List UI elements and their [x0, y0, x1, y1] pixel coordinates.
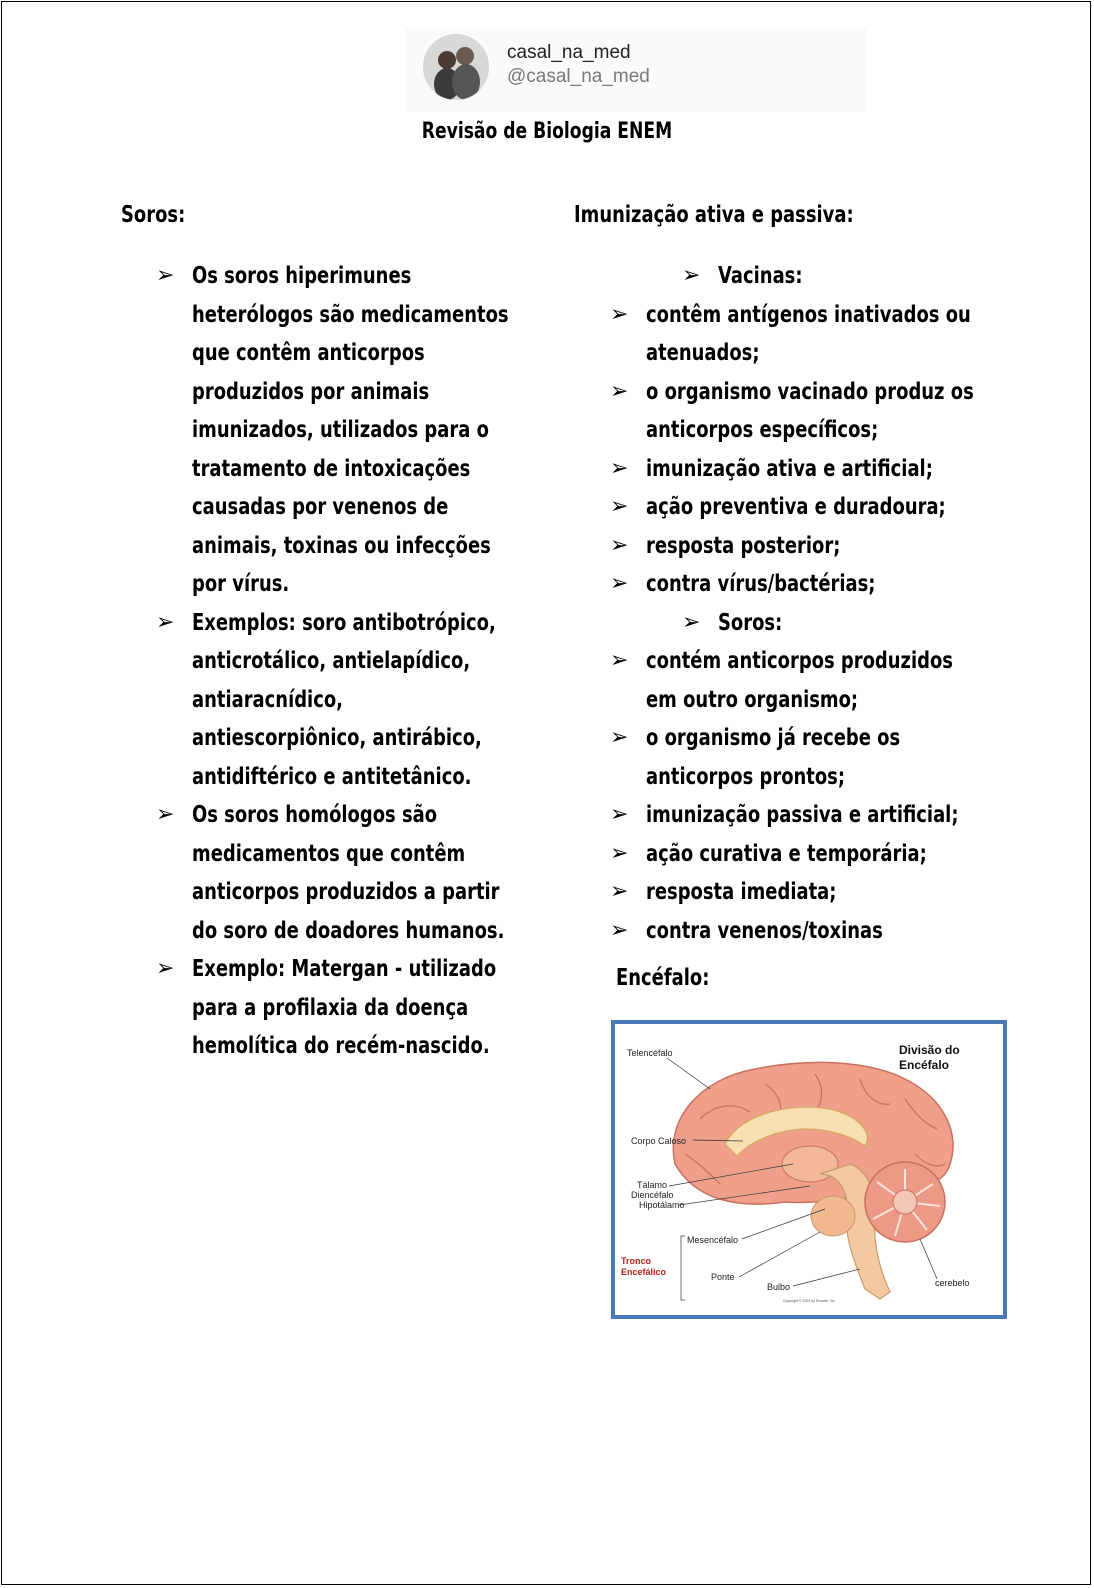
profile-handle: @casal_na_med	[507, 66, 650, 87]
arrow-bullet-icon: ➢	[610, 879, 629, 904]
arrow-bullet-icon: ➢	[156, 263, 175, 288]
thalamus-shape	[782, 1146, 838, 1182]
label-diencefalo: Diencéfalo	[631, 1190, 674, 1200]
profile-card[interactable]	[405, 28, 867, 112]
diagram-title-line2: Encéfalo	[899, 1058, 950, 1072]
label-encefalico: Encefálico	[621, 1267, 667, 1277]
brain-diagram	[611, 1020, 1007, 1319]
arrow-bullet-icon: ➢	[682, 609, 701, 635]
profile-name: casal_na_med	[507, 42, 631, 63]
soros-subheading: ➢ Soros:	[646, 604, 976, 643]
list-item: ➢ Os soros hiperimunes heterólogos são medicamentos que contêm anticorpos produzidos por animais imunizados, utilizados para o tratamento de intoxicações causadas por venenos de animais, toxinas ou infecções por vírus.	[192, 257, 522, 604]
page-title: Revisão de Biologia ENEM	[421, 119, 673, 144]
avatar[interactable]	[423, 34, 489, 100]
label-cerebelo: cerebelo	[935, 1278, 970, 1288]
list-item: ➢ Exemplos: soro antibotrópico, anticrotálico, antielapídico, antiaracnídico, antiescorpiônico, antirábico, antidiftérico e antitetânico.	[192, 604, 522, 797]
label-hipotalamo: Hipotálamo	[639, 1200, 685, 1210]
arrow-bullet-icon: ➢	[610, 532, 629, 558]
arrow-bullet-icon: ➢	[156, 802, 175, 827]
list-item: ➢ contêm antígenos inativados ou atenuados;	[646, 296, 976, 373]
arrow-bullet-icon: ➢	[610, 648, 629, 673]
list-item: ➢ imunização passiva e artificial;	[646, 796, 976, 835]
arrow-bullet-icon: ➢	[156, 609, 175, 635]
copyright-text: Copyright © 2003 by Elsevier, Inc.	[783, 1299, 836, 1303]
arrow-bullet-icon: ➢	[610, 494, 629, 519]
list-item: ➢ o organismo já recebe os anticorpos prontos;	[646, 719, 976, 796]
label-bulbo: Bulbo	[767, 1282, 791, 1292]
arrow-bullet-icon: ➢	[610, 725, 629, 750]
list-item: ➢ Os soros homólogos são medicamentos que contêm anticorpos produzidos a partir do soro de doadores humanos.	[192, 796, 522, 950]
list-item: ➢ contra venenos/toxinas	[646, 912, 976, 951]
list-item: ➢ resposta imediata;	[646, 873, 976, 912]
label-tronco: Tronco	[621, 1256, 652, 1266]
list-item: ➢ o organismo vacinado produz os anticorpos específicos;	[646, 373, 976, 450]
list-item: ➢ imunização ativa e artificial;	[646, 450, 976, 489]
list-item: ➢ ação curativa e temporária;	[646, 835, 976, 874]
arrow-bullet-icon: ➢	[682, 263, 701, 288]
list-item: ➢ ação preventiva e duradoura;	[646, 488, 976, 527]
soros-list	[156, 257, 522, 1066]
arrow-bullet-icon: ➢	[610, 840, 629, 866]
list-item: ➢ contém anticorpos produzidos em outro organismo;	[646, 642, 976, 719]
label-mesencefalo: Mesencéfalo	[687, 1235, 739, 1245]
imunizacao-list	[610, 257, 976, 950]
label-talamo: Tálamo	[637, 1180, 668, 1190]
list-item: ➢ Exemplo: Matergan - utilizado para a profilaxia da doença hemolítica do recém-nascido.	[192, 950, 522, 1066]
arrow-bullet-icon: ➢	[156, 956, 175, 981]
imunizacao-heading: Imunização ativa e passiva:	[574, 202, 854, 228]
encefalo-heading: Encéfalo:	[616, 965, 710, 991]
arrow-bullet-icon: ➢	[610, 455, 629, 481]
arrow-bullet-icon: ➢	[610, 571, 629, 596]
arrow-bullet-icon: ➢	[610, 301, 629, 327]
list-item: ➢ resposta posterior;	[646, 527, 976, 566]
list-item: ➢ contra vírus/bactérias;	[646, 565, 976, 604]
arrow-bullet-icon: ➢	[610, 378, 629, 404]
diagram-title-line1: Divisão do	[899, 1043, 960, 1057]
label-ponte: Ponte	[711, 1272, 735, 1282]
vacinas-subheading: ➢ Vacinas:	[646, 257, 976, 296]
pons-shape	[811, 1196, 855, 1236]
soros-heading: Soros:	[121, 202, 186, 228]
arrow-bullet-icon: ➢	[610, 917, 629, 943]
arrow-bullet-icon: ➢	[610, 802, 629, 827]
label-telencefalo: Telencéfalo	[627, 1048, 673, 1058]
brain-illustration	[615, 1024, 1003, 1315]
label-corpo-caloso: Corpo Caloso	[631, 1136, 687, 1146]
